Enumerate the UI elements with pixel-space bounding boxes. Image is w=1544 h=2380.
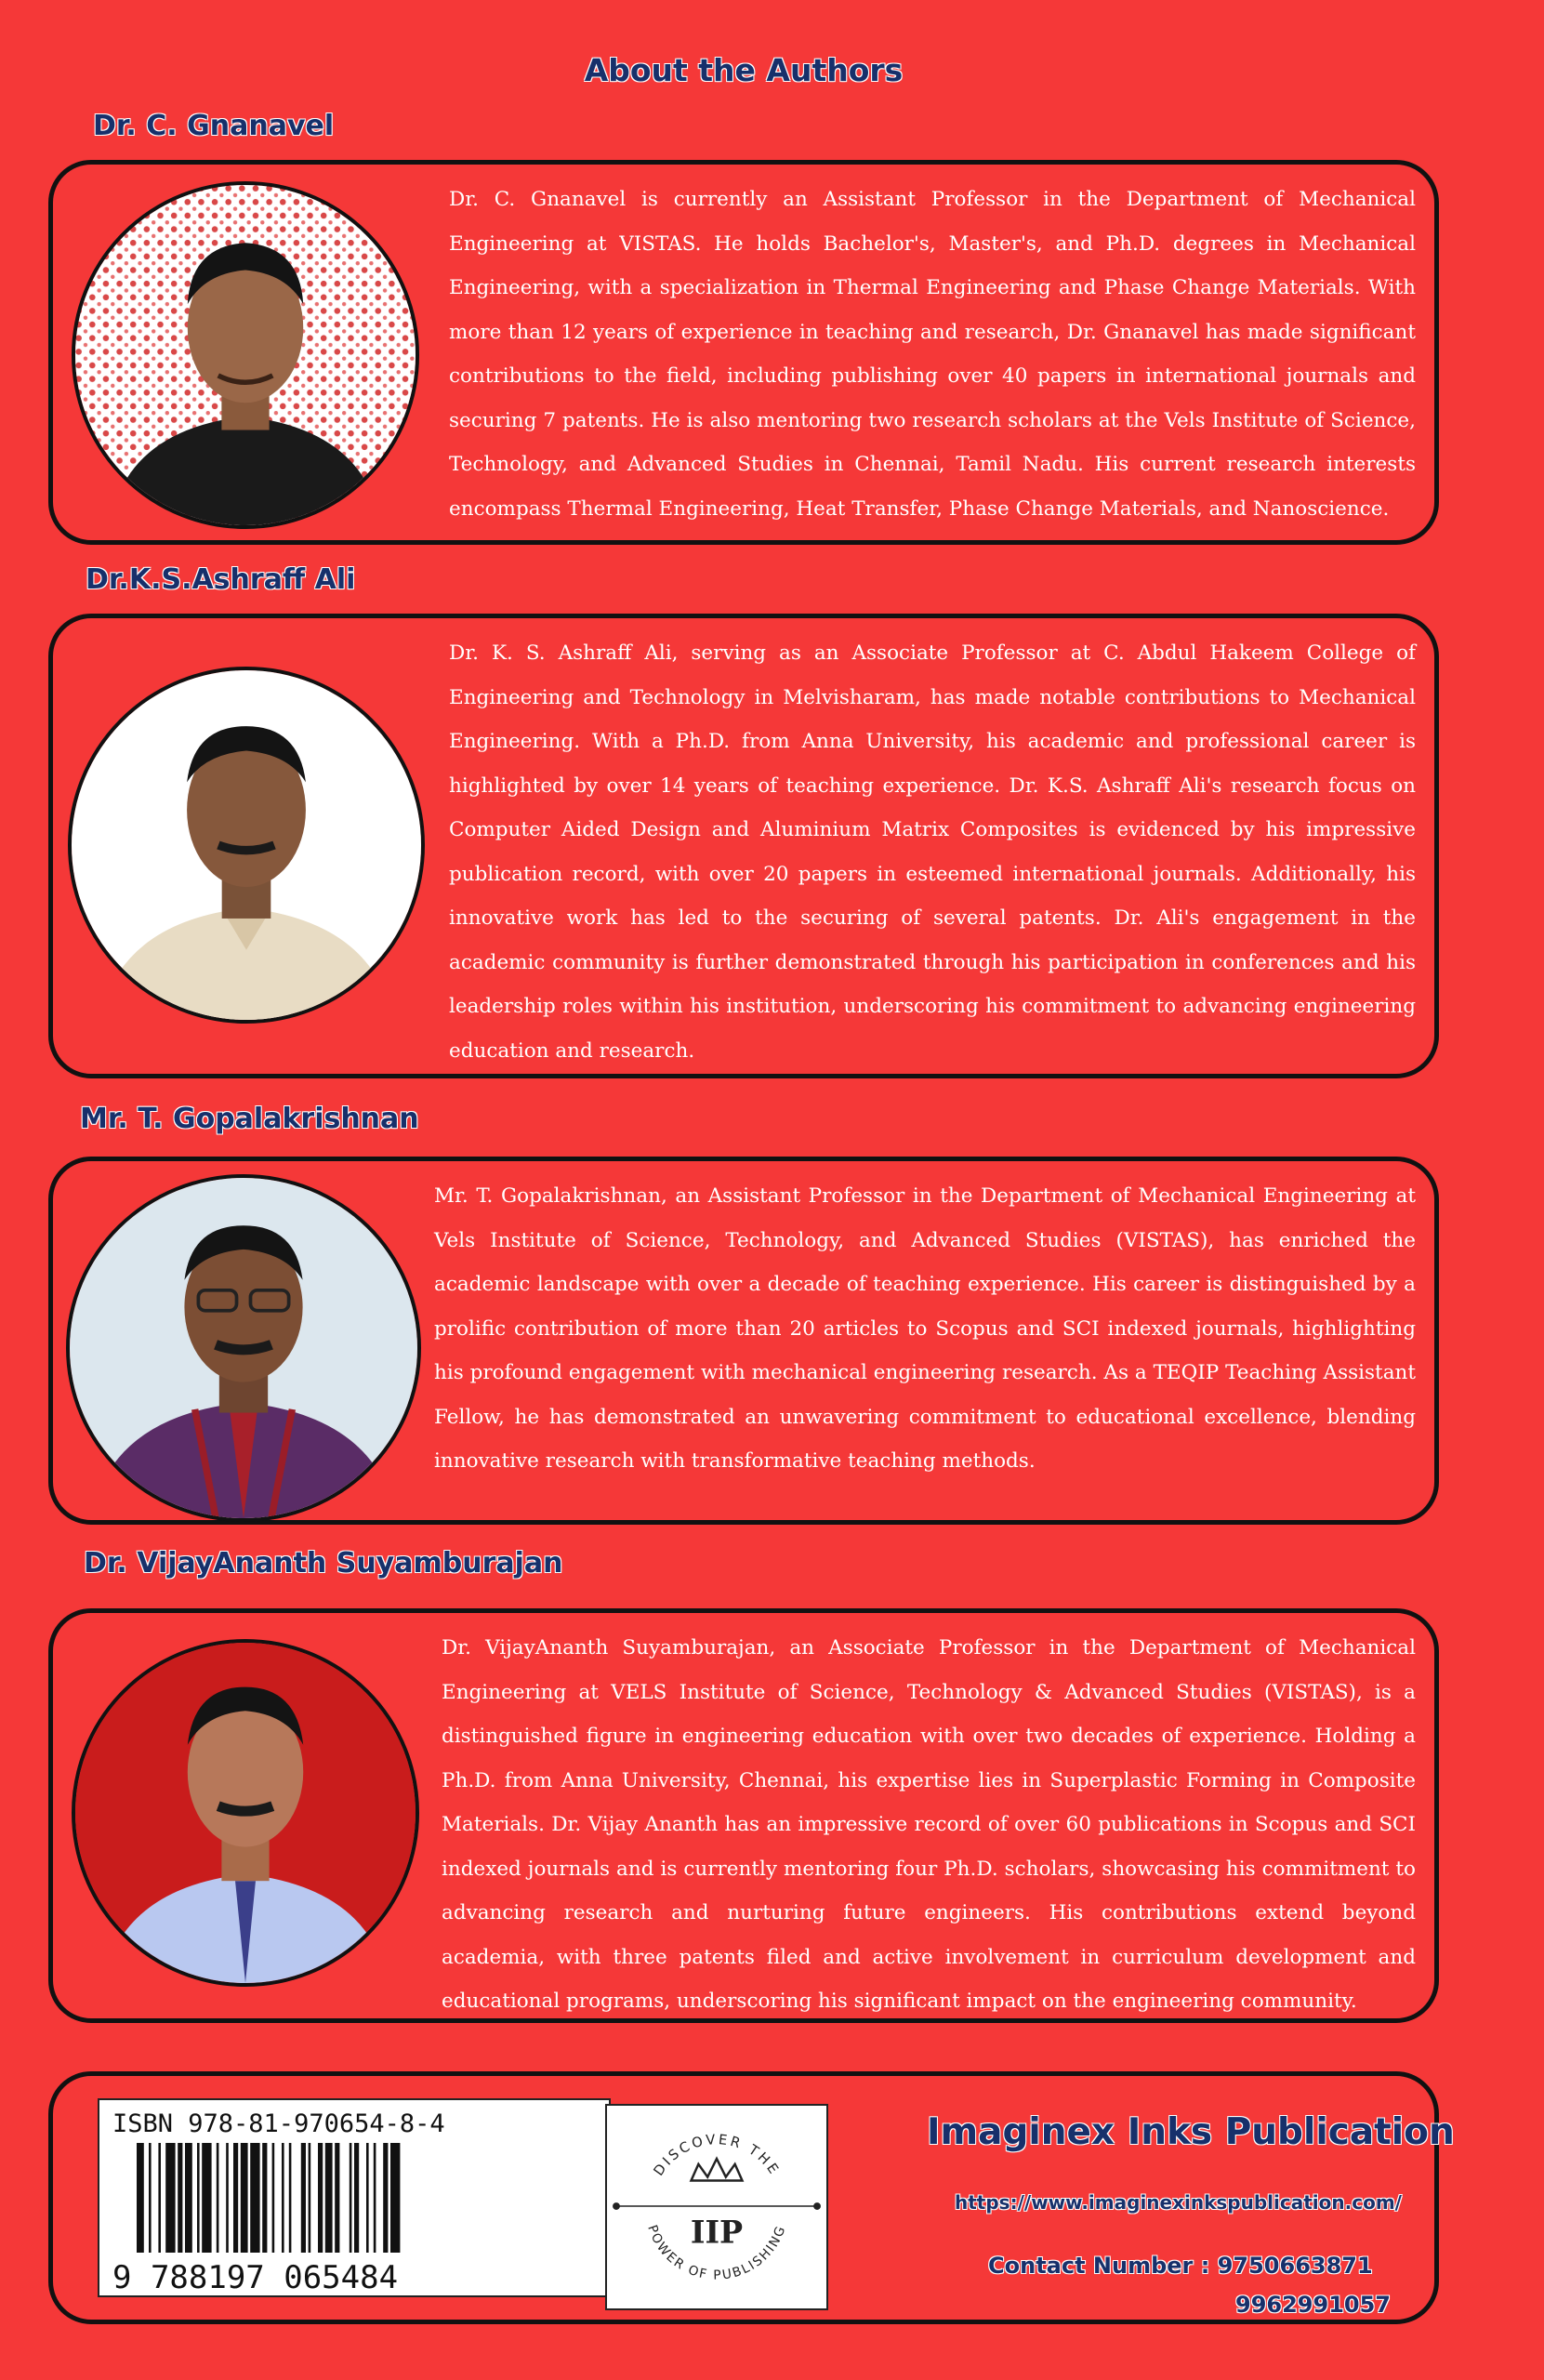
author-bio-1: Dr. C. Gnanavel is currently an Assistant Professor in the Department of Mechanical Engineering at VISTAS. He holds Bachelor's, Master's, and Ph.D. degrees in Mechanical Engineering, with a specialization in Thermal Engineering and Phase Change Materials. With more than 12 years of experience in teaching and research, Dr. Gnanavel has made significant contributions to the field, including publishing over 40 papers in international journals and securing 7 patents. He is also mentoring two research scholars at the Vels Institute of Science, Technology, and Advanced Studies in Chennai, Tamil Nadu. His current research interests encompass Thermal Engineering, Heat Transfer, Phase Change Materials, and Nanoscience. — [449, 188, 1416, 521]
barcode-bar — [149, 2143, 152, 2253]
publisher-card — [48, 2071, 1455, 2324]
barcode-bar — [272, 2143, 275, 2253]
barcode-bar — [250, 2143, 259, 2253]
barcode-bar — [309, 2143, 311, 2253]
crown-icon — [692, 2159, 743, 2181]
barcode-bar — [185, 2143, 192, 2253]
barcode-bar — [335, 2143, 339, 2253]
barcode-bar — [158, 2143, 161, 2253]
publisher-name: Imaginex Inks Publication — [927, 2111, 1455, 2153]
isbn-label: ISBN 978-81-970654-8-4 — [112, 2109, 445, 2138]
barcode-bar — [165, 2143, 175, 2253]
author-bio-3: Mr. T. Gopalakrishnan, an Assistant Professor in the Department of Mechanical Engineering at Vels Institute of Science, Technology, and Advanced Studies (VISTAS), has enriched the academic landscape with over a decade of teaching experience. His career is distinguished by a prolific contribution of more than 20 articles to Scopus and SCI indexed journals, highlighting his profound engagement with mechanical engineering research. As a TEQIP Teaching Assistant Fellow, he has demonstrated an unwavering commitment to educational excellence, blending innovative research with transformative teaching methods. — [434, 1184, 1416, 1473]
logo-initials: IIP — [690, 2214, 744, 2251]
barcode-bar — [354, 2143, 359, 2253]
author-bio-4: Dr. VijayAnanth Suyamburajan, an Associate Professor in the Department of Mechanical Engineering at VELS Institute of Science, Technology & Advanced Studies (VISTAS), is a distinguished figure in engineering education with over two decades of experience. Holding a Ph.D. from Anna University, Chennai, his expertise lies in Superplastic Forming in Composite Materials. Dr. Vijay Ananth has an impressive record of over 60 publications in Scopus and SCI indexed journals and is currently mentoring four Ph.D. scholars, showcasing his commitment to advancing research and nurturing future engineers. His contributions extend beyond academia, with three patents filed and active involvement in curriculum development and educational programs, underscoring his significant impact on the engineering community. — [442, 1636, 1416, 2013]
publisher-logo — [605, 2104, 828, 2310]
barcode-bar — [217, 2143, 219, 2253]
barcode-bar — [390, 2143, 400, 2253]
publisher-contact-2: 9962991057 — [1235, 2292, 1391, 2318]
barcode-bar — [318, 2143, 323, 2253]
barcode-bar — [178, 2143, 182, 2253]
barcode-bar — [301, 2143, 306, 2253]
page-title: About the Authors — [584, 52, 904, 88]
author-photo-4 — [72, 1639, 419, 1987]
logo-text-top: DISCOVER THE — [651, 2132, 783, 2179]
author-card-4 — [48, 1608, 1439, 2023]
author-name-1: Dr. C. Gnanavel — [93, 110, 335, 142]
barcode-bar — [202, 2143, 211, 2253]
barcode-bar — [289, 2143, 292, 2253]
author-name-2: Dr.K.S.Ashraff Ali — [86, 563, 356, 596]
author-card-3 — [48, 1157, 1439, 1525]
isbn-digits: 9 788197 065484 — [112, 2259, 399, 2295]
publisher-url[interactable]: https://www.imaginexinkspublication.com/ — [955, 2191, 1402, 2214]
author-photo-1 — [72, 181, 419, 529]
barcode-bar — [366, 2143, 369, 2253]
barcode-bar — [374, 2143, 376, 2253]
barcode-bar — [325, 2143, 333, 2253]
barcode-bar — [383, 2143, 388, 2253]
barcode-bar — [137, 2143, 144, 2253]
author-card-1 — [48, 160, 1439, 545]
author-photo-3 — [66, 1174, 421, 1522]
barcode-bar — [241, 2143, 248, 2253]
svg-text:DISCOVER THE — [651, 2132, 783, 2179]
author-name-3: Mr. T. Gopalakrishnan — [80, 1103, 419, 1135]
logo-text-bottom: POWER OF PUBLISHING — [644, 2223, 789, 2283]
author-card-2 — [48, 614, 1439, 1078]
publisher-contact: Contact Number : 9750663871 — [988, 2253, 1373, 2279]
barcode-bar — [197, 2143, 200, 2253]
isbn-barcode — [98, 2098, 611, 2297]
barcode-bar — [233, 2143, 238, 2253]
author-photo-2 — [68, 667, 425, 1024]
barcode-bar — [282, 2143, 284, 2253]
author-name-4: Dr. VijayAnanth Suyamburajan — [84, 1547, 563, 1580]
barcode-bar — [262, 2143, 267, 2253]
barcode-bar — [350, 2143, 352, 2253]
author-bio-2: Dr. K. S. Ashraff Ali, serving as an Associate Professor at C. Abdul Hakeem College of Engineering and Technology in Melvisharam, has made notable contributions to Mechanical Engineering. With a Ph.D. from Anna University, his academic and professional career is highlighted by over 14 years of teaching experience. Dr. K.S. Ashraff Ali's research focus on Computer Aided Design and Aluminium Matrix Composites is evidenced by his impressive publication record, with over 20 papers in esteemed international journals. Additionally, his innovative work has led to the securing of several patents. Dr. Ali's engagement in the academic community is further demonstrated through his participation in conferences and his leadership roles within his institution, underscoring his commitment to advancing engineering education and research. — [449, 641, 1416, 1063]
barcode-bar — [226, 2143, 229, 2253]
